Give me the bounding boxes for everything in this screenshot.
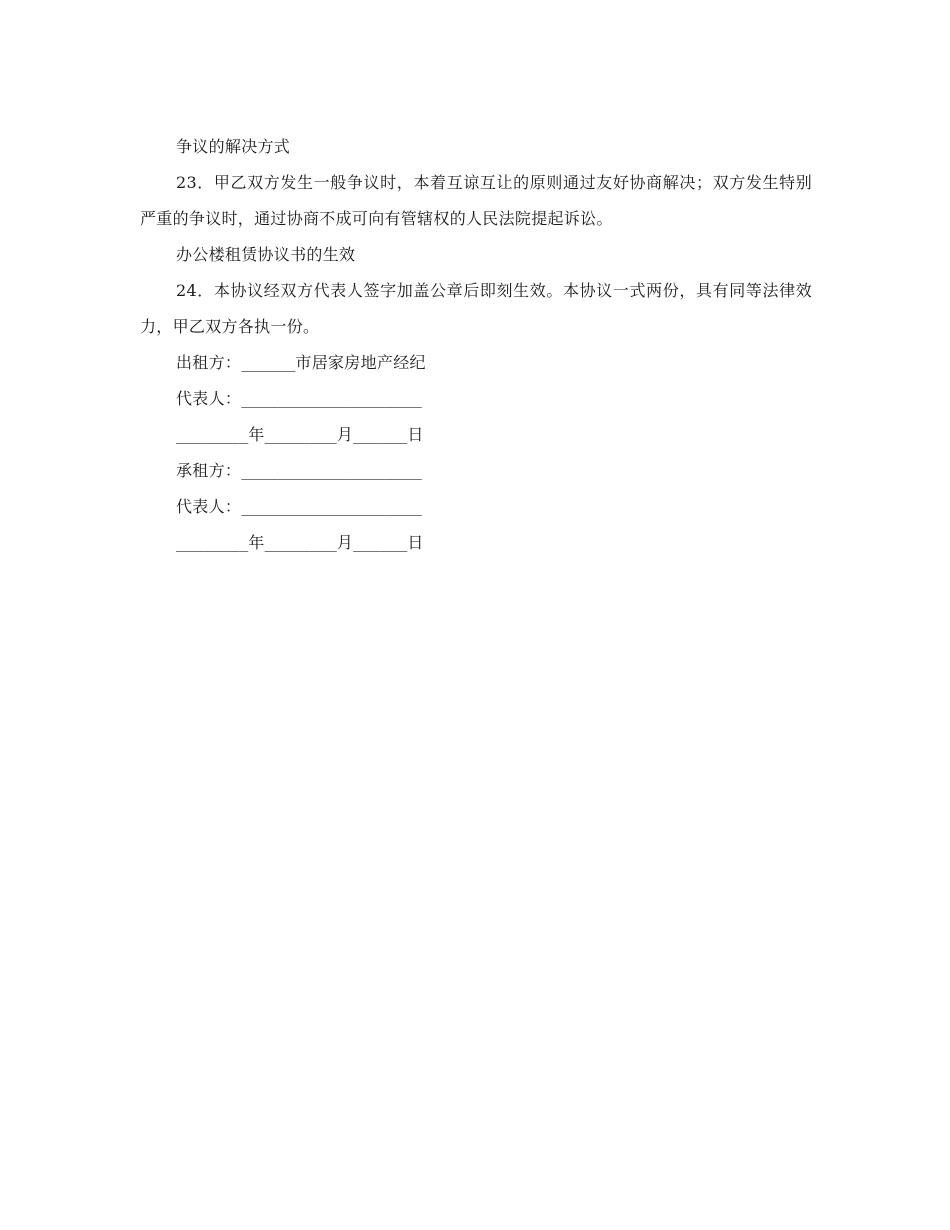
- lessor-line: [140, 345, 812, 381]
- lessee-date-line: [140, 525, 812, 561]
- lessee-representative-line: [140, 489, 812, 525]
- lessor-date-year-label: 年: [248, 425, 265, 444]
- lessee-date-year-blank: ________: [176, 534, 249, 552]
- lessor-date-month-blank: ________: [264, 426, 337, 444]
- lessee-date-day-blank: ______: [353, 534, 408, 552]
- lessee-date-month-blank: ________: [264, 534, 337, 552]
- lessor-date-line: [140, 417, 812, 453]
- lessor-representative-blank: ____________________: [241, 390, 422, 408]
- lessee-blank: ____________________: [241, 462, 422, 480]
- lessor-date-year-blank: ________: [176, 426, 249, 444]
- lessor-representative-line: [140, 381, 812, 417]
- lessee-line: [140, 453, 812, 489]
- lessor-date-month-label: 月: [336, 425, 354, 444]
- lessor-blank: ______: [241, 354, 296, 372]
- lessee-representative-label: 代表人：: [176, 497, 242, 516]
- lessee-representative-blank: ____________________: [241, 498, 422, 516]
- lessee-label: 承租方：: [176, 461, 242, 480]
- lessor-value: 市居家房地产经纪: [295, 353, 426, 372]
- section-heading-effect: 办公楼租赁协议书的生效: [176, 245, 356, 264]
- lessee-date-year-label: 年: [248, 533, 265, 552]
- lessee-date-month-label: 月: [336, 533, 354, 552]
- lessor-date-day-label: 日: [407, 425, 424, 444]
- lessee-date-day-label: 日: [407, 533, 424, 552]
- section-heading-dispute: 争议的解决方式: [176, 137, 291, 156]
- lessor-representative-label: 代表人：: [176, 389, 242, 408]
- lessor-date-day-blank: ______: [353, 426, 408, 444]
- clause-23: 23．甲乙双方发生一般争议时，本着互谅互让的原则通过友好协商解决；双方发生特别严重的争议时，通过协商不成可向有管辖权的人民法院提起诉讼。: [140, 173, 812, 228]
- clause-24: 24．本协议经双方代表人签字加盖公章后即刻生效。本协议一式两份，具有同等法律效力，甲乙双方各执一份。: [140, 281, 812, 336]
- lessor-label: 出租方：: [176, 353, 242, 372]
- document-body: [140, 129, 812, 561]
